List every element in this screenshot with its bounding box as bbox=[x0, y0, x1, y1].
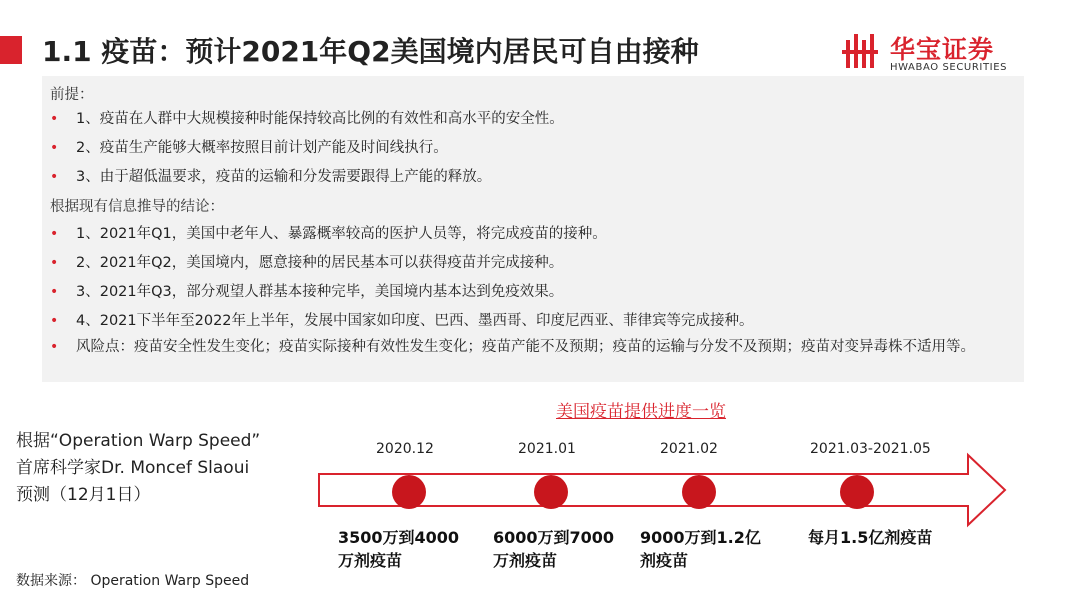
company-logo bbox=[842, 30, 1042, 80]
timeline-date: 2020.12 bbox=[376, 441, 434, 457]
premise-item: • 2、疫苗生产能够大概率按照目前计划产能及时间线执行。 bbox=[50, 137, 1026, 159]
timeline-quantity: 9000万到1.2亿 剂疫苗 bbox=[640, 528, 761, 570]
premise-item: • 1、疫苗在人群中大规模接种时能保持较高比例的有效性和高水平的安全性。 bbox=[50, 108, 1026, 130]
bullet-icon: • bbox=[50, 339, 59, 355]
timeline-milestone-dot bbox=[682, 475, 716, 509]
conclusion-item: • 1、2021年Q1，美国中老年人、暴露概率较高的医护人员等，将完成疫苗的接种。 bbox=[50, 223, 1026, 245]
bullet-icon: • bbox=[50, 313, 59, 329]
bullet-icon: • bbox=[50, 111, 59, 127]
timeline-milestone-dot bbox=[534, 475, 568, 509]
timeline-quantity: 6000万到7000 万剂疫苗 bbox=[493, 528, 615, 570]
timeline-date: 2021.01 bbox=[518, 441, 576, 457]
logo-text-en: HWABAO SECURITIES bbox=[890, 62, 1008, 73]
premises-heading: 前提： bbox=[50, 87, 94, 103]
page-title: 1.1 疫苗：预计2021年Q2美国境内居民可自由接种 bbox=[42, 35, 699, 68]
title-accent-bar bbox=[0, 36, 22, 64]
bullet-icon: • bbox=[50, 284, 59, 300]
bullet-icon: • bbox=[50, 226, 59, 242]
timeline-milestone-dot bbox=[392, 475, 426, 509]
bullet-icon: • bbox=[50, 169, 59, 185]
hwabao-logo-icon bbox=[842, 32, 884, 72]
conclusion-item: • 3、2021年Q3，部分观望人群基本接种完毕，美国境内基本达到免疫效果。 bbox=[50, 281, 1026, 303]
timeline-date: 2021.02 bbox=[660, 441, 718, 457]
timeline-title: 美国疫苗提供进度一览 bbox=[556, 402, 726, 422]
risk-item: • 风险点：疫苗安全性发生变化；疫苗实际接种有效性发生变化；疫苗产能不及预期；疫苗的运输与分发不及预期；疫苗对变异毒株不适用等。 bbox=[50, 336, 1026, 358]
timeline-milestone-dot bbox=[840, 475, 874, 509]
data-source-note: 数据来源： Operation Warp Speed bbox=[16, 573, 250, 589]
forecast-source-note: 根据“Operation Warp Speed” 首席科学家Dr. Moncef Slaoui 预测（12月1日） bbox=[16, 431, 261, 505]
premise-item: • 3、由于超低温要求，疫苗的运输和分发需要跟得上产能的释放。 bbox=[50, 166, 1026, 188]
logo-text-cn: 华宝证券 bbox=[890, 35, 995, 64]
timeline-quantity: 3500万到4000 万剂疫苗 bbox=[338, 528, 460, 570]
conclusion-item: • 4、2021下半年至2022年上半年，发展中国家如印度、巴西、墨西哥、印度尼西亚、菲律宾等完成接种。 bbox=[50, 310, 1026, 332]
conclusions-heading: 根据现有信息推导的结论： bbox=[50, 199, 224, 215]
conclusion-item: • 2、2021年Q2，美国境内，愿意接种的居民基本可以获得疫苗并完成接种。 bbox=[50, 252, 1026, 274]
bullet-icon: • bbox=[50, 140, 59, 156]
bullet-icon: • bbox=[50, 255, 59, 271]
timeline-quantity: 每月1.5亿剂疫苗 bbox=[808, 528, 933, 547]
timeline-date: 2021.03-2021.05 bbox=[810, 441, 931, 457]
